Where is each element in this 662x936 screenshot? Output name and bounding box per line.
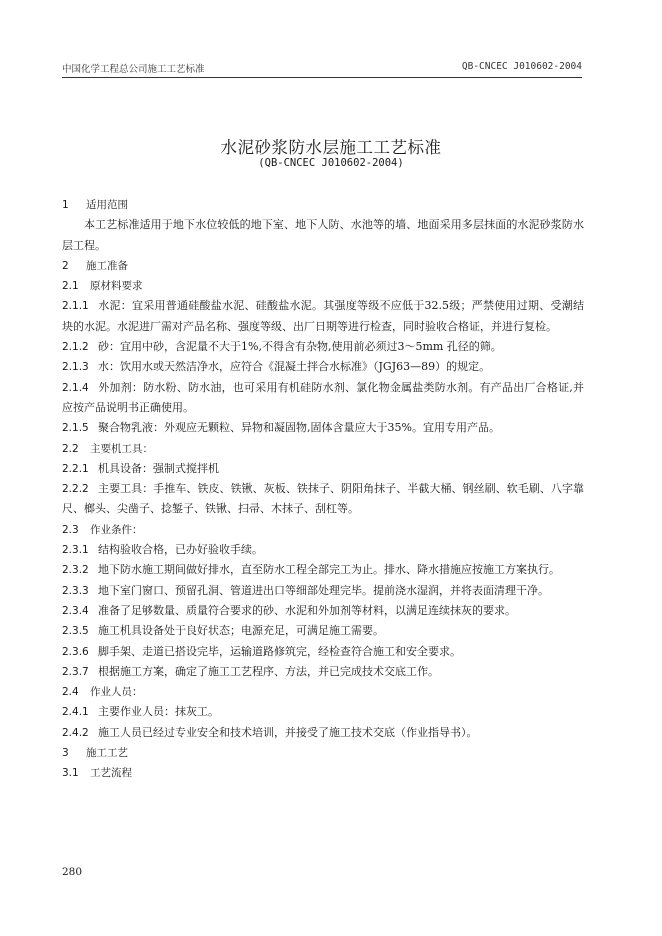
header-code: QB-CNCEC J010602-2004 — [461, 61, 582, 72]
section-number: 3.1 — [62, 767, 79, 780]
clause-text: 脚手架、走道已搭设完毕，运输道路修筑完，经检查符合施工和安全要求。 — [98, 644, 461, 658]
section-2-4-heading — [62, 682, 584, 702]
section-number: 3 — [62, 747, 69, 760]
clause-number: 2.3.6 — [62, 645, 89, 658]
clause-text: 主要工具：手推车、铁皮、铁锹、灰板、铁抹子、阴阳角抹子、半截大桶、钢丝刷、软毛刷、八字靠尺、榔头、尖凿子、捻錾子、铁锹、扫帚、木抹子、刮杠等。 — [62, 482, 584, 516]
clause-number: 2.4.2 — [62, 726, 89, 739]
clause-number: 2.3.1 — [62, 544, 89, 557]
section-1-heading — [62, 195, 584, 215]
clause-text: 主要作业人员：抹灰工。 — [98, 705, 219, 719]
section-2-heading — [62, 256, 584, 276]
clause-2-3-3 — [62, 581, 584, 601]
section-title: 适用范围 — [86, 199, 128, 211]
clause-2-1-4 — [62, 378, 584, 419]
clause-text: 外加剂：防水粉、防水油，也可采用有机硅防水剂、氯化物金属盐类防水剂。有产品出厂合格证,并应按产品说明书正确使用。 — [62, 380, 584, 414]
section-number: 1 — [62, 199, 69, 211]
section-number: 2.3 — [62, 523, 79, 536]
running-header — [62, 59, 582, 78]
section-title: 原材料要求 — [90, 280, 143, 293]
clause-number: 2.1.3 — [62, 361, 89, 374]
clause-2-2-1 — [62, 459, 584, 479]
clause-number: 2.3.2 — [62, 564, 89, 577]
clause-number: 2.1.4 — [62, 381, 89, 394]
section-3-heading — [62, 743, 584, 763]
section-2-2-heading — [62, 439, 584, 459]
clause-text: 砂：宜用中砂，含泥量不大于1%,不得含有杂物,使用前必须过3～5mm 孔径的筛。 — [98, 340, 502, 354]
clause-text: 地下防水施工期间做好排水，直至防水工程全部完工为止。排水、降水措施应按施工方案执行。 — [98, 563, 560, 577]
section-title: 工艺流程 — [90, 767, 132, 780]
clause-2-2-2 — [62, 479, 584, 520]
section-1-paragraph: 本工艺标准适用于地下水位较低的地下室、地下人防、水池等的墙、地面采用多层抹面的水泥砂浆防水层工程。 — [62, 218, 584, 252]
clause-number: 2.2.2 — [62, 483, 89, 496]
section-title: 作业条件： — [90, 523, 143, 536]
clause-text: 机具设备：强制式搅拌机 — [98, 461, 219, 475]
clause-text: 根据施工方案，确定了施工工艺程序、方法，并已完成技术交底工作。 — [98, 664, 439, 678]
clause-number: 2.4.1 — [62, 706, 89, 719]
clause-number: 2.1.5 — [62, 422, 89, 435]
clause-text: 地下室门窗口、预留孔洞、管道进出口等细部处理完毕。提前浇水湿润，并将表面清理干净。 — [98, 583, 549, 597]
clause-number: 2.3.7 — [62, 665, 89, 678]
clause-2-1-5 — [62, 418, 584, 438]
clause-number: 2.3.4 — [62, 604, 89, 617]
section-3-1-heading — [62, 763, 584, 783]
document-code: (QB-CNCEC J010602-2004) — [258, 157, 404, 169]
clause-2-3-2 — [62, 560, 584, 580]
clause-text: 施工人员已经过专业安全和技术培训，并接受了施工技术交底（作业指导书）。 — [98, 725, 478, 739]
clause-2-3-7 — [62, 662, 584, 682]
section-title: 主要机工具： — [90, 442, 153, 455]
section-number: 2.4 — [62, 686, 79, 699]
clause-2-3-6 — [62, 642, 584, 662]
document-title: 水泥砂浆防水层施工工艺标准 — [220, 138, 442, 157]
clause-2-3-5 — [62, 621, 584, 641]
clause-text: 准备了足够数量、质量符合要求的砂、水泥和外加剂等材料，以满足连续抹灰的要求。 — [98, 603, 516, 617]
clause-number: 2.1.2 — [62, 341, 89, 354]
document-body — [62, 195, 584, 784]
clause-text: 水：饮用水或天然洁净水，应符合《混凝土拌合水标准》（JGJ63—89）的规定。 — [98, 360, 491, 374]
header-org: 中国化学工程总公司施工工艺标准 — [62, 64, 205, 75]
section-title: 作业人员： — [90, 686, 143, 699]
clause-number: 2.1.1 — [62, 300, 89, 313]
section-2-3-heading — [62, 520, 584, 540]
clause-text: 水泥：宜采用普通硅酸盐水泥、硅酸盐水泥。其强度等级不应低于32.5级；严禁使用过期、受潮结块的水泥。水泥进厂需对产品名称、强度等级、出厂日期等进行检查，同时验收合格证，并进行复检。 — [62, 299, 584, 333]
clause-text: 聚合物乳液：外观应无颗粒、异物和凝固物,固体含量应大于35%。宜用专用产品。 — [98, 421, 500, 435]
clause-number: 2.3.5 — [62, 625, 89, 638]
section-number: 2.1 — [62, 280, 79, 293]
clause-2-3-4 — [62, 601, 584, 621]
section-number: 2.2 — [62, 442, 79, 455]
page-number: 280 — [62, 866, 83, 878]
section-title: 施工准备 — [86, 259, 128, 272]
clause-number: 2.2.1 — [62, 462, 89, 475]
clause-number: 2.3.3 — [62, 584, 89, 597]
clause-2-4-1 — [62, 702, 584, 722]
clause-2-3-1 — [62, 540, 584, 560]
clause-2-1-1 — [62, 296, 584, 337]
clause-text: 结构验收合格，已办好验收手续。 — [98, 543, 263, 557]
clause-text: 施工机具设备处于良好状态；电源充足，可满足施工需要。 — [98, 624, 384, 638]
section-2-1-heading — [62, 276, 584, 296]
clause-2-4-2 — [62, 723, 584, 743]
section-title: 施工工艺 — [86, 747, 128, 760]
clause-2-1-3 — [62, 357, 584, 377]
clause-2-1-2 — [62, 337, 584, 357]
section-number: 2 — [62, 259, 69, 272]
